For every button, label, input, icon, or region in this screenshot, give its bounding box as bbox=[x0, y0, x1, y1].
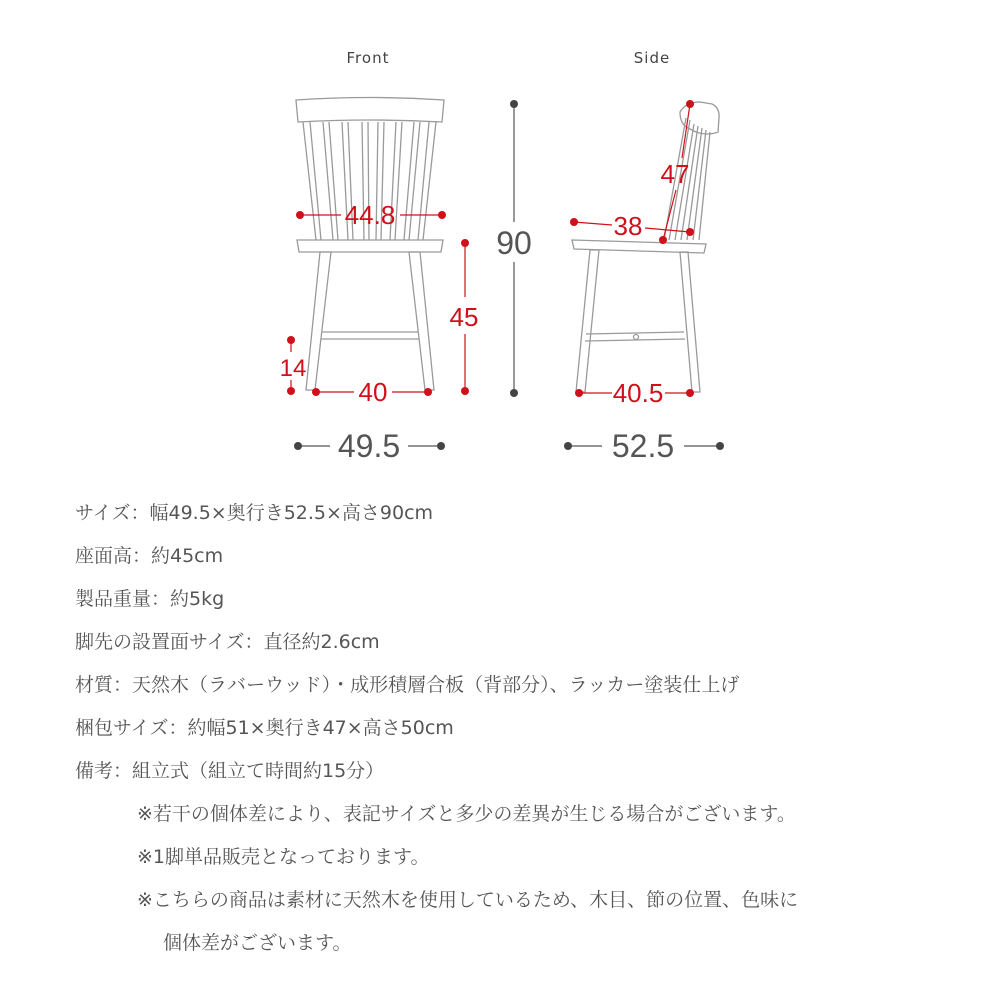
front-stretcher-height-label: 14 bbox=[279, 355, 307, 382]
spec-package-size: 梱包サイズ：約幅51×奥行き47×高さ50cm bbox=[75, 717, 454, 739]
front-leg-span-label: 40 bbox=[358, 377, 388, 407]
seat-height-dimension bbox=[450, 239, 479, 395]
side-leg-span-dimension bbox=[575, 378, 694, 408]
front-view-title: Front bbox=[346, 49, 390, 67]
total-height-dimension bbox=[496, 100, 532, 397]
spec-size: サイズ：幅49.5×奥行き52.5×高さ90cm bbox=[75, 502, 434, 524]
spec-seat-height: 座面高：約45cm bbox=[75, 545, 224, 567]
side-view-title: Side bbox=[633, 49, 671, 67]
side-view-chair bbox=[572, 102, 719, 392]
note-size-variance: ※若干の個体差により、表記サイズと多少の差異が生じる場合がございます。 bbox=[137, 803, 796, 825]
spec-list bbox=[75, 492, 975, 965]
front-overall-width-dimension bbox=[294, 428, 445, 464]
spec-remarks: 備考：組立式（組立て時間約15分） bbox=[75, 760, 385, 782]
spec-material: 材質：天然木（ラバーウッド）・成形積層合板（背部分）、ラッカー塗装仕上げ bbox=[75, 674, 740, 696]
front-stretcher-height-dimension bbox=[280, 336, 307, 395]
side-overall-depth-label: 52.5 bbox=[611, 428, 675, 464]
front-width-top-dimension bbox=[296, 200, 446, 230]
front-width-top-label: 44.8 bbox=[344, 200, 396, 230]
spec-foot-size: 脚先の設置面サイズ：直径約2.6cm bbox=[75, 631, 380, 653]
side-back-height-label: 47 bbox=[660, 159, 690, 189]
seat-height-label: 45 bbox=[449, 302, 479, 332]
side-seat-depth-label: 38 bbox=[613, 211, 643, 241]
front-overall-width-label: 49.5 bbox=[337, 428, 401, 464]
side-overall-depth-dimension bbox=[564, 428, 724, 464]
total-height-label: 90 bbox=[496, 225, 532, 261]
note-natural-wood-continued: 個体差がございます。 bbox=[163, 932, 352, 954]
front-view-chair bbox=[296, 98, 444, 391]
note-natural-wood: ※こちらの商品は素材に天然木を使用しているため、木目、節の位置、色味に bbox=[137, 889, 799, 911]
spec-weight: 製品重量：約5kg bbox=[75, 588, 225, 610]
chair-dimension-diagram bbox=[0, 0, 1000, 480]
note-single-sale: ※1脚単品販売となっております。 bbox=[137, 846, 430, 868]
side-leg-span-label: 40.5 bbox=[612, 378, 664, 408]
front-leg-span-dimension bbox=[312, 377, 432, 407]
